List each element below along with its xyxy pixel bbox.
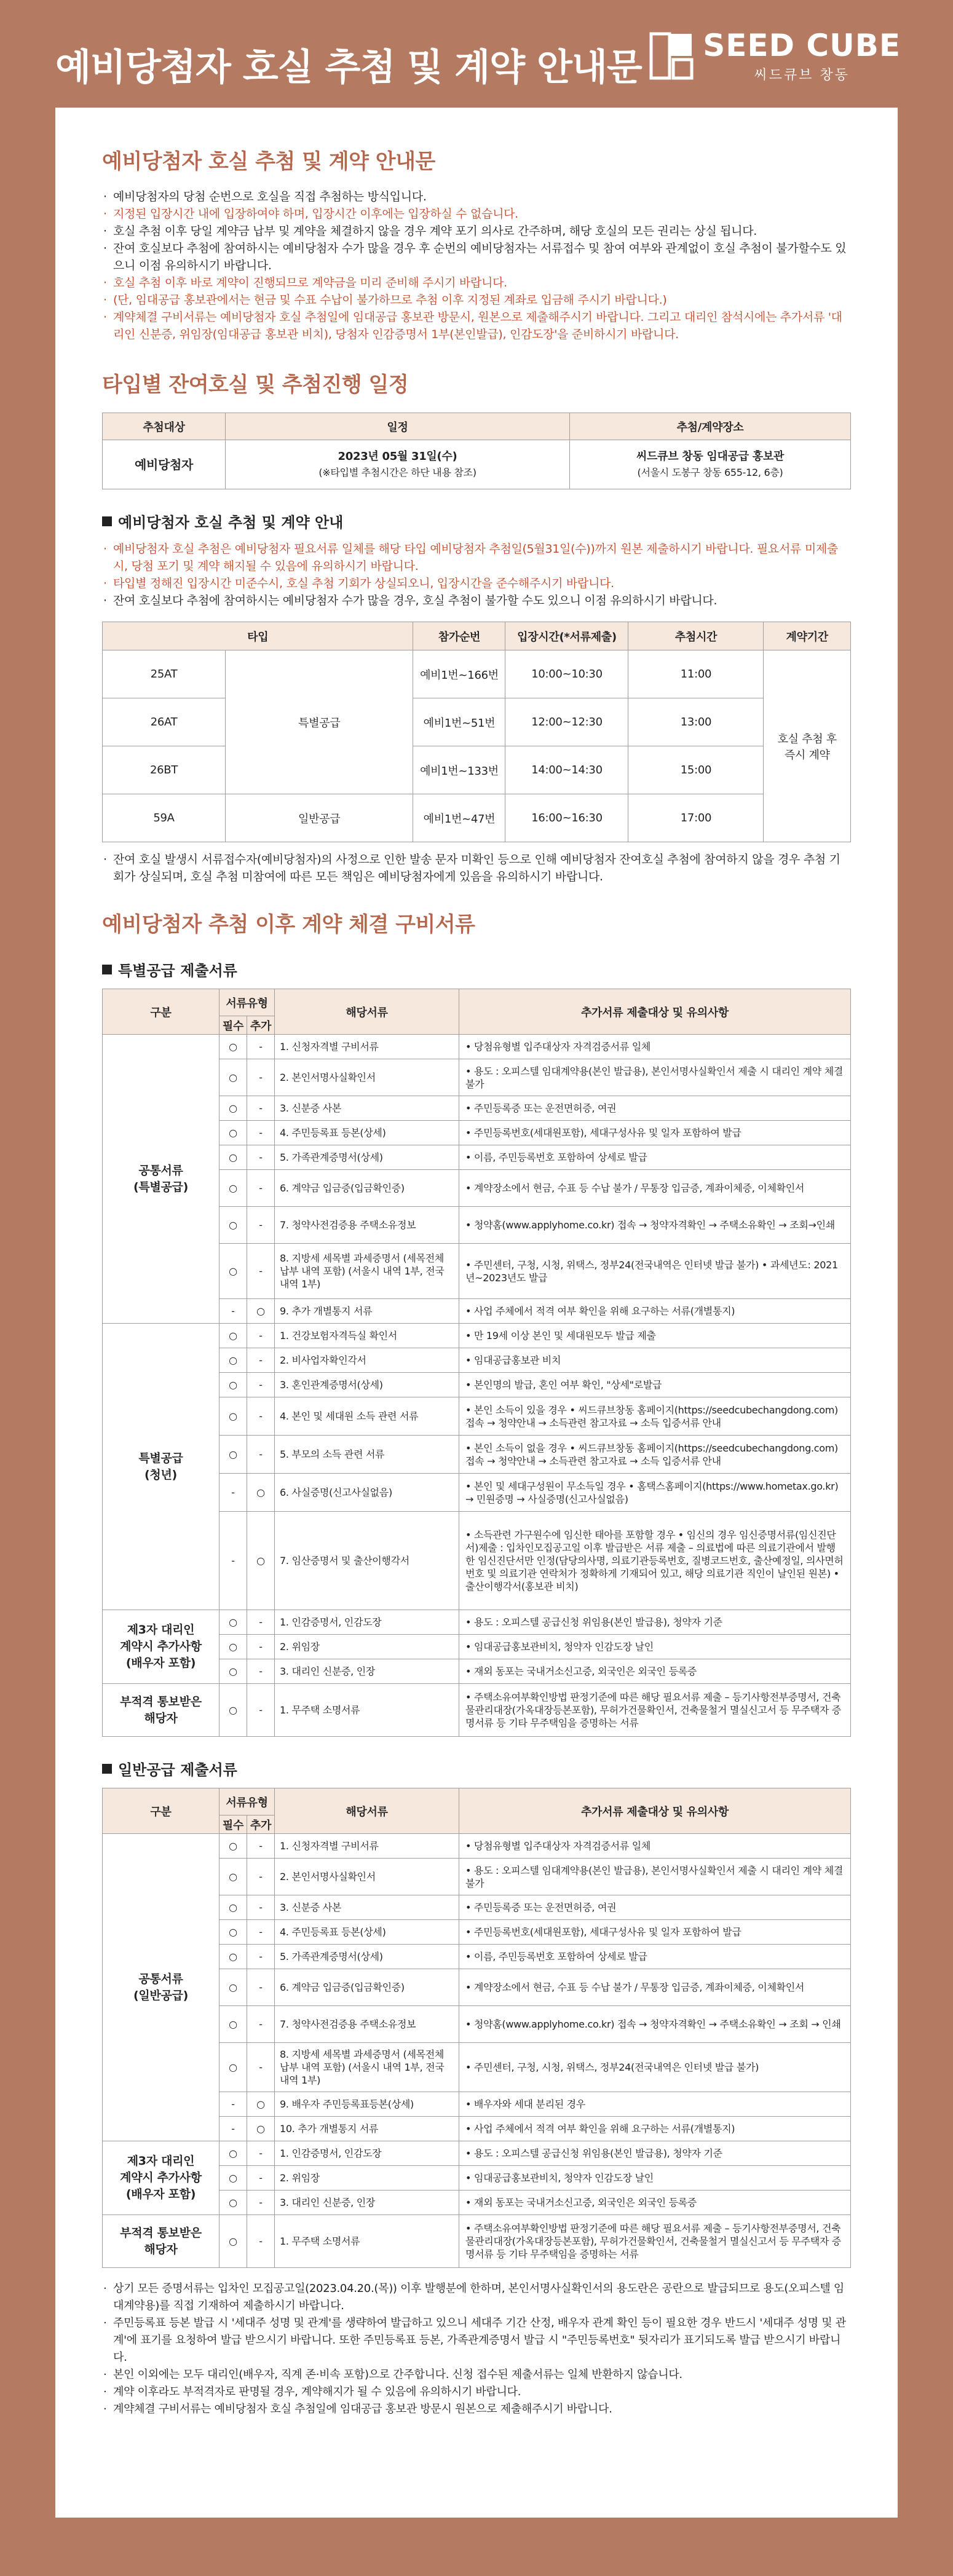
lot-entry: 10:00~10:30 (505, 650, 628, 698)
doc-name: 2. 비사업자확인각서 (275, 1348, 459, 1373)
th-type: 타입 (103, 622, 413, 650)
lot-entry: 14:00~14:30 (505, 746, 628, 794)
doc-required: ○ (219, 1170, 247, 1207)
doc-required: ○ (219, 1145, 247, 1170)
doc-name: 10. 추가 개별통지 서류 (275, 2117, 459, 2141)
doc-detail: • 본인 소득이 있을 경우 • 씨드큐브창동 홈페이지(https://seedcubechangdong.com) 접속 → 청약안내 → 소득관련 참고자료 → 소득 입증서류 안내 (459, 1397, 851, 1436)
doc-additional: ○ (247, 2117, 275, 2141)
doc-additional: - (247, 1945, 275, 1969)
doc-additional: - (247, 2191, 275, 2215)
th-target: 추첨대상 (103, 413, 226, 440)
notice-item: · (단, 임대공급 홍보관에서는 현금 및 수표 수납이 불가하므로 추첨 이후 지정된 계좌로 입금해 주시기 바랍니다.) (102, 291, 851, 309)
lot-supply-general: 일반공급 (226, 794, 413, 842)
th-doc: 해당서류 (275, 989, 459, 1035)
th-period: 계약기간 (764, 622, 851, 650)
section-title: 타입별 잔여호실 및 추첨진행 일정 (102, 373, 409, 397)
doc-required: ○ (219, 1610, 247, 1635)
doc-group-label: 특별공급 (청년) (103, 1324, 219, 1610)
doc-detail: • 본인 소득이 없을 경우 • 씨드큐브창동 홈페이지(https://seedcubechangdong.com) 접속 → 청약안내 → 소득관련 참고자료 → 소득 입증서류 안내 (459, 1436, 851, 1474)
schedule-date: 2023년 05월 31일(수) (338, 449, 457, 463)
doc-name: 4. 주민등록표 등본(상세) (275, 1920, 459, 1945)
doc-name: 9. 추가 개별통지 서류 (275, 1299, 459, 1324)
subsection-title: 일반공급 제출서류 (102, 1758, 851, 1779)
doc-required: ○ (219, 1324, 247, 1348)
doc-detail: • 사업 주체에서 적격 여부 확인을 위해 요구하는 서류(개별통지) (459, 1299, 851, 1324)
doc-additional: - (247, 1324, 275, 1348)
final-note-item: · 본인 이외에는 모두 대리인(배우자, 직계 존·비속 포함)으로 간주합니다. 신청 접수된 제출서류는 일체 반환하지 않습니다. (102, 2366, 851, 2384)
th-draw: 추첨시간 (628, 622, 764, 650)
notice-list (102, 188, 851, 343)
lot-draw: 15:00 (628, 746, 764, 794)
doc-required: - (219, 1512, 247, 1610)
th-doc-type: 서류유형 (219, 989, 275, 1016)
brand-name: SEED CUBE (703, 28, 901, 63)
doc-name: 7. 청약사전검증용 주택소유정보 (275, 1207, 459, 1244)
seed-cube-logo-icon (649, 31, 694, 81)
doc-group-label: 공통서류 (일반공급) (103, 1834, 219, 2141)
notice-item: · 지정된 입장시간 내에 입장하여야 하며, 입장시간 이후에는 입장하실 수 없습니다. (102, 205, 851, 223)
lot-type: 25AT (103, 650, 226, 698)
th-doc-type: 서류유형 (219, 1788, 275, 1815)
doc-additional: - (247, 1121, 275, 1145)
doc-additional: - (247, 1635, 275, 1659)
th-additional: 추가 (247, 1016, 275, 1035)
doc-name: 3. 대리인 신분증, 인장 (275, 1659, 459, 1684)
doc-additional: - (247, 1684, 275, 1737)
doc-required: ○ (219, 1397, 247, 1436)
doc-detail: • 주택소유여부확인방법 판정기준에 따른 해당 필요서류 제출 – 등기사항전부증명서, 건축물관리대장(가옥대장등본포함), 무허가건물확인서, 건축물철거 멸실신고서 등 무주택자 증명서류 등 기타 무주택임을 증명하는 서류 (459, 1684, 851, 1737)
doc-detail: • 용도 : 오피스텔 임대계약용(본인 발급용), 본인서명사실확인서 제출 시 대리인 계약 체결 불가 (459, 1859, 851, 1895)
doc-detail: • 재외 동포는 국내거소신고증, 외국인은 외국인 등록증 (459, 2191, 851, 2215)
doc-additional: - (247, 2166, 275, 2191)
subsection-title: 특별공급 제출서류 (102, 958, 851, 980)
doc-detail: • 계약장소에서 현금, 수표 등 수납 불가 / 무통장 입금증, 계좌이체증, 이체확인서 (459, 1969, 851, 2006)
doc-detail: • 청약홈(www.applyhome.co.kr) 접속 → 청약자격확인 → 주택소유확인 → 조회→인쇄 (459, 1207, 851, 1244)
doc-additional: - (247, 1920, 275, 1945)
doc-detail: • 임대공급홍보관비치, 청약자 인감도장 날인 (459, 1635, 851, 1659)
lot-order: 예비1번~51번 (413, 698, 505, 746)
brand-logo (649, 28, 901, 84)
doc-additional: - (247, 2141, 275, 2166)
doc-group-label: 제3자 대리인 계약시 추가사항 (배우자 포함) (103, 2141, 219, 2215)
doc-additional: - (247, 1145, 275, 1170)
notice-item: · 호실 추첨 이후 당일 계약금 납부 및 계약을 체결하지 않을 경우 계약 포기 의사로 간주하며, 해당 호실의 모든 권리는 상실 됩니다. (102, 223, 851, 240)
schedule-place: 씨드큐브 창동 임대공급 홍보관 (636, 449, 785, 463)
notice-item: · 타입별 정해진 입장시간 미준수시, 호실 추첨 기회가 상실되오니, 입장시간을 준수해주시기 바랍니다. (102, 575, 851, 592)
doc-detail: • 용도 : 오피스텔 임대계약용(본인 발급용), 본인서명사실확인서 제출 시 대리인 계약 체결 불가 (459, 1059, 851, 1096)
doc-detail: • 용도 : 오피스텔 공급신청 위임용(본인 발급용), 청약자 기준 (459, 1610, 851, 1635)
subsection-title: 예비당첨자 호실 추첨 및 계약 안내 (102, 510, 851, 532)
doc-required: ○ (219, 1244, 247, 1299)
final-note-item: · 주민등록표 등본 발급 시 '세대주 성명 및 관계'를 생략하여 발급하고 있으니 세대주 기간 산정, 배우자 관계 확인 등이 필요한 경우 반드시 '세대주 성명 및 관계'에 표기를 요청하여 발급 받으시기 바랍니다. 또한 주민등록표 등본, 가족관계증명서 발급 시 "주민등록번호" 뒷자리가 표기되도록 발급 받으시기 바랍니다. (102, 2315, 851, 2366)
doc-group-label: 공통서류 (특별공급) (103, 1035, 219, 1324)
doc-additional: ○ (247, 1474, 275, 1512)
doc-name: 6. 사실증명(신고사실없음) (275, 1474, 459, 1512)
th-detail: 추가서류 제출대상 및 유의사항 (459, 1788, 851, 1834)
notice-item: · 예비당첨자의 당첨 순번으로 호실을 직접 추첨하는 방식입니다. (102, 188, 851, 205)
doc-name: 1. 건강보험자격득실 확인서 (275, 1324, 459, 1348)
lot-order: 예비1번~166번 (413, 650, 505, 698)
doc-required: ○ (219, 1684, 247, 1737)
doc-required: - (219, 1299, 247, 1324)
doc-detail: • 주민센터, 구청, 시청, 위택스, 정부24(전국내역은 인터넷 발급 불가) • 과세년도: 2021년~2023년도 발급 (459, 1244, 851, 1299)
brand-sub: 씨드큐브 창동 (754, 68, 850, 83)
doc-required: - (219, 2092, 247, 2117)
doc-required: - (219, 1474, 247, 1512)
lot-type: 59A (103, 794, 226, 842)
doc-detail: • 재외 동포는 국내거소신고증, 외국인은 외국인 등록증 (459, 1659, 851, 1684)
schedule-target: 예비당첨자 (103, 440, 226, 489)
doc-name: 8. 지방세 세목별 과세증명서 (세목전체 납부 내역 포함) (서울시 내역 1부, 전국 내역 1부) (275, 1244, 459, 1299)
doc-additional: - (247, 1207, 275, 1244)
doc-group-label: 부적격 통보받은 해당자 (103, 2215, 219, 2268)
doc-detail: • 주민센터, 구청, 시청, 위택스, 정부24(전국내역은 인터넷 발급 불가) (459, 2043, 851, 2092)
doc-name: 2. 본인서명사실확인서 (275, 1059, 459, 1096)
doc-required: ○ (219, 1436, 247, 1474)
final-note-item: · 상기 모든 증명서류는 입차인 모집공고일(2023.04.20.(목)) 이후 발행분에 한하며, 본인서명사실확인서의 용도란은 공란으로 발급되므로 용도(오피스텔 임대계약용)를 직접 기재하여 제출하시기 바랍니다. (102, 2280, 851, 2315)
lot-draw: 13:00 (628, 698, 764, 746)
doc-detail: • 본인명의 발급, 혼인 여부 확인, "상세"로발급 (459, 1373, 851, 1397)
doc-additional: - (247, 1244, 275, 1299)
doc-additional: - (247, 1859, 275, 1895)
doc-detail: • 주민등록증 또는 운전면허증, 여권 (459, 1096, 851, 1121)
doc-additional: - (247, 2043, 275, 2092)
doc-additional: - (247, 2006, 275, 2043)
doc-detail: • 임대공급홍보관 비치 (459, 1348, 851, 1373)
notice-list (102, 540, 851, 609)
doc-additional: - (247, 2215, 275, 2268)
doc-additional: - (247, 1610, 275, 1635)
doc-required: - (219, 2117, 247, 2141)
doc-detail: • 주민등록번호(세대원포함), 세대구성사유 및 일자 포함하여 발급 (459, 1920, 851, 1945)
doc-additional: - (247, 1834, 275, 1859)
doc-detail: • 본인 및 세대구성원이 무소득일 경우 • 홈택스홈페이지(https://www.hometax.go.kr) → 민원증명 → 사실증명(신고사실없음) (459, 1474, 851, 1512)
doc-name: 4. 본인 및 세대원 소득 관련 서류 (275, 1397, 459, 1436)
doc-additional: - (247, 1348, 275, 1373)
doc-detail: • 임대공급홍보관비치, 청약자 인감도장 날인 (459, 2166, 851, 2191)
lottery-note: · 잔여 호실 발생시 서류접수자(예비당첨자)의 사정으로 인한 발송 문자 미확인 등으로 인해 예비당첨자 잔여호실 추첨에 참여하지 않을 경우 추첨 기회가 상실되며, 호실 추첨 미참여에 따른 모든 책임은 예비당첨자에게 있음을 유의하시기 바랍니다. (102, 851, 851, 885)
final-notes (102, 2280, 851, 2418)
doc-name: 1. 신청자격별 구비서류 (275, 1834, 459, 1859)
notice-item: · 호실 추첨 이후 바로 계약이 진행되므로 계약금을 미리 준비해 주시기 바랍니다. (102, 274, 851, 291)
doc-additional: - (247, 1035, 275, 1059)
lot-order: 예비1번~133번 (413, 746, 505, 794)
lot-draw: 11:00 (628, 650, 764, 698)
doc-detail: • 당첨유형별 입주대상자 자격검증서류 일체 (459, 1035, 851, 1059)
doc-required: ○ (219, 1207, 247, 1244)
doc-required: ○ (219, 2141, 247, 2166)
doc-additional: - (247, 1373, 275, 1397)
doc-additional: ○ (247, 2092, 275, 2117)
doc-additional: - (247, 1436, 275, 1474)
page-title: 예비당첨자 호실 추첨 및 계약 안내문 (55, 46, 642, 89)
doc-name: 1. 신청자격별 구비서류 (275, 1035, 459, 1059)
schedule-date-note: (※타입별 추첨시간은 하단 내용 참조) (318, 466, 476, 478)
schedule-place-addr: (서울시 도봉구 창동 655-12, 6층) (637, 466, 783, 478)
doc-detail: • 사업 주체에서 적격 여부 확인을 위해 요구하는 서류(개별통지) (459, 2117, 851, 2141)
doc-name: 7. 임산증명서 및 출산이행각서 (275, 1512, 459, 1610)
doc-name: 1. 무주택 소명서류 (275, 2215, 459, 2268)
doc-required: ○ (219, 1121, 247, 1145)
doc-detail: • 용도 : 오피스텔 공급신청 위임용(본인 발급용), 청약자 기준 (459, 2141, 851, 2166)
section-title: 예비당첨자 호실 추첨 및 계약 안내문 (102, 149, 435, 174)
notice-item: · 계약체결 구비서류는 예비당첨자 호실 추첨일에 임대공급 홍보관 방문시, 원본으로 제출해주시기 바랍니다. 그리고 대리인 참석시에는 추가서류 '대리인 신분증, 위임장(임대공급 홍보관 비치), 당첨자 인감증명서 1부(본인발급), 인감도장'을 준비하시기 바랍니다. (102, 309, 851, 343)
doc-required: ○ (219, 2191, 247, 2215)
doc-name: 9. 배우자 주민등록표등본(상세) (275, 2092, 459, 2117)
special-docs-table (102, 989, 851, 1737)
doc-detail: • 주택소유여부확인방법 판정기준에 따른 해당 필요서류 제출 – 등기사항전부증명서, 건축물관리대장(가옥대장등본포함), 무허가건물확인서, 건축물철거 멸실신고서 등 무주택자 증명서류 등 기타 무주택임을 증명하는 서류 (459, 2215, 851, 2268)
th-additional: 추가 (247, 1815, 275, 1834)
doc-detail: • 청약홈(www.applyhome.co.kr) 접속 → 청약자격확인 → 주택소유확인 → 조회 → 인쇄 (459, 2006, 851, 2043)
doc-required: ○ (219, 1635, 247, 1659)
lot-draw: 17:00 (628, 794, 764, 842)
doc-group-label: 제3자 대리인 계약시 추가사항 (배우자 포함) (103, 1610, 219, 1684)
doc-detail: • 소득관련 가구원수에 임신한 태아를 포함할 경우 • 임신의 경우 임신증명서류(임신진단서)제출 : 입차인모집공고일 이후 발급받은 서류 제출 – 의료법에 따른 의료기관에서 발행한 임신진단서만 인정(담당의사명, 의료기관등록번호, 질병코드번호, 출산예정일, 의사면허번호 및 의료기관 연락처가 정확하게 기재되어 있고, 해당 의료기관 직인이 날인된 원본) • 출산이행각서(홍보관 비치) (459, 1512, 851, 1610)
doc-required: ○ (219, 1859, 247, 1895)
doc-additional: - (247, 1397, 275, 1436)
doc-name: 2. 본인서명사실확인서 (275, 1859, 459, 1895)
doc-detail: • 주민등록번호(세대원포함), 세대구성사유 및 일자 포함하여 발급 (459, 1121, 851, 1145)
doc-additional: - (247, 1659, 275, 1684)
doc-additional: - (247, 1059, 275, 1096)
final-note-item: · 계약 이후라도 부적격자로 판명될 경우, 계약해지가 될 수 있음에 유의하시기 바랍니다. (102, 2384, 851, 2401)
doc-required: ○ (219, 2006, 247, 2043)
doc-name: 3. 혼인관계증명서(상세) (275, 1373, 459, 1397)
doc-name: 5. 가족관계증명서(상세) (275, 1145, 459, 1170)
doc-required: ○ (219, 1969, 247, 2006)
doc-additional: - (247, 1096, 275, 1121)
th-date: 일정 (226, 413, 570, 440)
th-entry: 입장시간(*서류제출) (505, 622, 628, 650)
doc-detail: • 주민등록증 또는 운전면허증, 여권 (459, 1895, 851, 1920)
doc-name: 3. 대리인 신분증, 인장 (275, 2191, 459, 2215)
lot-entry: 16:00~16:30 (505, 794, 628, 842)
doc-required: ○ (219, 1945, 247, 1969)
lot-entry: 12:00~12:30 (505, 698, 628, 746)
th-required: 필수 (219, 1016, 247, 1035)
doc-detail: • 이름, 주민등록번호 포함하여 상세로 발급 (459, 1145, 851, 1170)
lot-order: 예비1번~47번 (413, 794, 505, 842)
lot-period: 호실 추첨 후 즉시 계약 (764, 650, 851, 842)
schedule-table (102, 413, 851, 489)
doc-name: 1. 무주택 소명서류 (275, 1684, 459, 1737)
doc-required: ○ (219, 1373, 247, 1397)
doc-detail: • 이름, 주민등록번호 포함하여 상세로 발급 (459, 1945, 851, 1969)
lot-type: 26BT (103, 746, 226, 794)
section-title: 예비당첨자 추첨 이후 계약 체결 구비서류 (102, 912, 475, 937)
doc-name: 3. 신분증 사본 (275, 1895, 459, 1920)
doc-name: 7. 청약사전검증용 주택소유정보 (275, 2006, 459, 2043)
notice-item: · 예비당첨자 호실 추첨은 예비당첨자 필요서류 일체를 해당 타입 예비당첨자 추첨일(5월31일(수))까지 원본 제출하시기 바랍니다. 필요서류 미제출시, 당첨 포기 및 계약 해지될 수 있음에 유의하시기 바랍니다. (102, 540, 851, 575)
doc-required: ○ (219, 1035, 247, 1059)
doc-name: 5. 가족관계증명서(상세) (275, 1945, 459, 1969)
doc-required: ○ (219, 2043, 247, 2092)
doc-name: 6. 계약금 입금증(입금확인증) (275, 1969, 459, 2006)
lot-supply-special: 특별공급 (226, 650, 413, 794)
th-group: 구분 (103, 989, 219, 1035)
doc-additional: - (247, 1170, 275, 1207)
doc-required: ○ (219, 1348, 247, 1373)
doc-name: 5. 부모의 소득 관련 서류 (275, 1436, 459, 1474)
notice-list (102, 851, 851, 885)
doc-detail: • 계약장소에서 현금, 수표 등 수납 불가 / 무통장 입금증, 계좌이체증, 이체확인서 (459, 1170, 851, 1207)
doc-name: 1. 인감증명서, 인감도장 (275, 2141, 459, 2166)
general-docs-table (102, 1788, 851, 2268)
doc-name: 4. 주민등록표 등본(상세) (275, 1121, 459, 1145)
th-group: 구분 (103, 1788, 219, 1834)
doc-name: 2. 위임장 (275, 2166, 459, 2191)
content-panel (55, 108, 898, 2518)
th-order: 참가순번 (413, 622, 505, 650)
doc-required: ○ (219, 2166, 247, 2191)
doc-required: ○ (219, 1895, 247, 1920)
doc-detail: • 배우자와 세대 분리된 경우 (459, 2092, 851, 2117)
final-note-item: · 계약체결 구비서류는 예비당첨자 호실 추첨일에 임대공급 홍보관 방문시 원본으로 제출해주시기 바랍니다. (102, 2401, 851, 2418)
doc-group-label: 부적격 통보받은 해당자 (103, 1684, 219, 1737)
doc-required: ○ (219, 1096, 247, 1121)
notice-item: · 잔여 호실보다 추첨에 참여하시는 예비당첨자 수가 많을 경우 후 순번의 예비당첨자는 서류접수 및 참여 여부와 관계없이 호실 추첨이 불가할수도 있으니 이점 유의하시기 바랍니다. (102, 240, 851, 274)
doc-additional: ○ (247, 1299, 275, 1324)
header (0, 0, 953, 108)
th-place: 추첨/계약장소 (570, 413, 851, 440)
doc-required: ○ (219, 1659, 247, 1684)
th-required: 필수 (219, 1815, 247, 1834)
doc-required: ○ (219, 1059, 247, 1096)
doc-name: 3. 신분증 사본 (275, 1096, 459, 1121)
doc-detail: • 만 19세 이상 본인 및 세대원모두 발급 제출 (459, 1324, 851, 1348)
doc-additional: - (247, 1895, 275, 1920)
doc-required: ○ (219, 2215, 247, 2268)
lot-type: 26AT (103, 698, 226, 746)
th-doc: 해당서류 (275, 1788, 459, 1834)
doc-required: ○ (219, 1834, 247, 1859)
lottery-table (102, 622, 851, 842)
notice-item: · 잔여 호실보다 추첨에 참여하시는 예비당첨자 수가 많을 경우, 호실 추첨이 불가할 수도 있으니 이점 유의하시기 바랍니다. (102, 592, 851, 609)
doc-detail: • 당첨유형별 입주대상자 자격검증서류 일체 (459, 1834, 851, 1859)
doc-name: 8. 지방세 세목별 과세증명서 (세목전체 납부 내역 포함) (서울시 내역 1부, 전국 내역 1부) (275, 2043, 459, 2092)
doc-required: ○ (219, 1920, 247, 1945)
th-detail: 추가서류 제출대상 및 유의사항 (459, 989, 851, 1035)
doc-name: 1. 인감증명서, 인감도장 (275, 1610, 459, 1635)
doc-name: 2. 위임장 (275, 1635, 459, 1659)
doc-additional: - (247, 1969, 275, 2006)
doc-additional: ○ (247, 1512, 275, 1610)
doc-name: 6. 계약금 입금증(입금확인증) (275, 1170, 459, 1207)
